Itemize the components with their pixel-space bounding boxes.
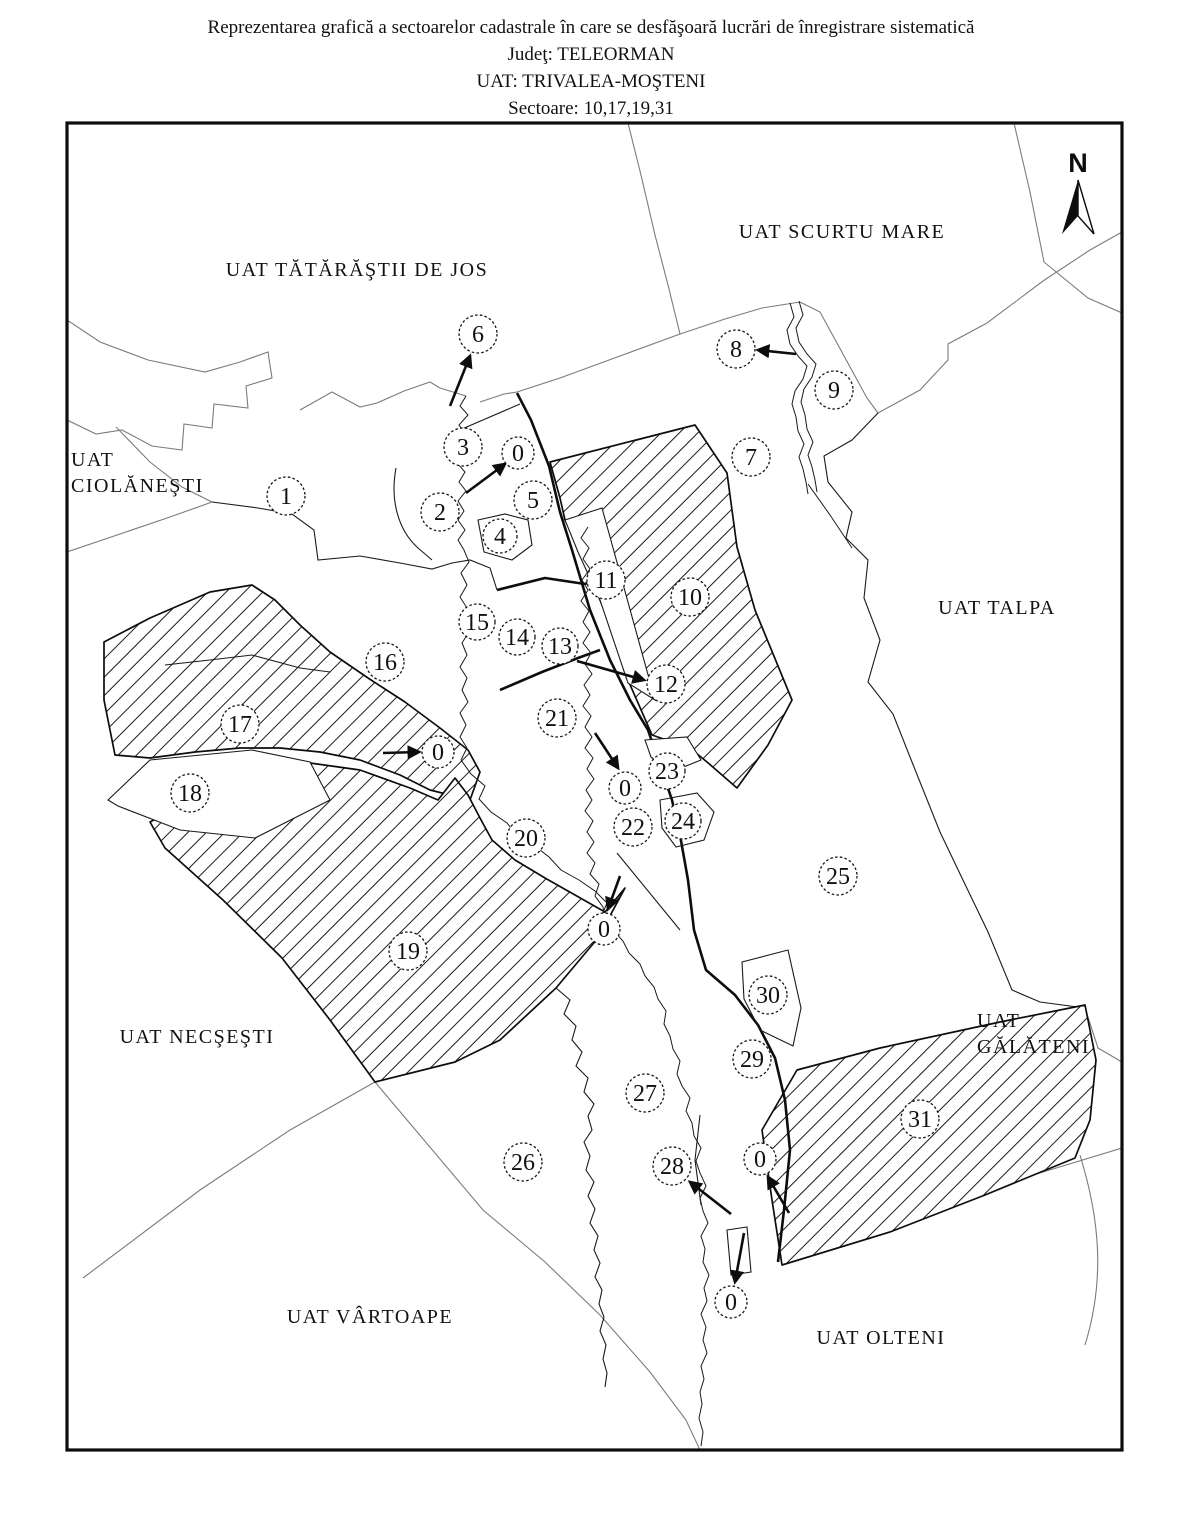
- sector-marker-s16: [366, 643, 404, 681]
- uat-label-line: UAT NECŞEŞTI: [119, 1026, 275, 1048]
- sector-marker-label: 6: [472, 322, 484, 348]
- sector-marker-s22: [614, 808, 652, 846]
- sector-marker-label: 1: [280, 484, 292, 510]
- sector-marker-s8: [717, 330, 755, 368]
- sector-marker-label: 0: [512, 441, 524, 467]
- sector-marker-label: 18: [178, 781, 202, 807]
- highlighted-sector-areas: [104, 425, 1096, 1265]
- leader-arrow-a0c: [595, 733, 618, 768]
- sector-marker-s3: [444, 428, 482, 466]
- sector-marker-s4: [483, 519, 517, 553]
- uat-label-line: UAT SCURTU MARE: [738, 221, 946, 243]
- north-arrow-label: N: [1068, 148, 1088, 178]
- sector-marker-label: 0: [754, 1147, 766, 1173]
- leader-arrow-a0b: [383, 752, 419, 753]
- county-line: Judeţ: TELEORMAN: [507, 44, 675, 65]
- sector-marker-s5: [514, 481, 552, 519]
- uat-label-line: UAT VÂRTOAPE: [286, 1306, 454, 1328]
- leader-arrow-a0f: [735, 1233, 744, 1282]
- sector-marker-s7: [732, 438, 770, 476]
- sector-marker-s10: [671, 578, 709, 616]
- sector-marker-label: 28: [660, 1154, 684, 1180]
- sector-marker-s14: [499, 619, 535, 655]
- sector-marker-s30: [749, 976, 787, 1014]
- sector-marker-s6: [459, 315, 497, 353]
- sector-marker-label: 20: [514, 826, 538, 852]
- sector-marker-label: 4: [494, 524, 506, 550]
- sector-marker-label: 25: [826, 864, 850, 890]
- sector-marker-s13: [542, 628, 578, 664]
- sector-marker-s1: [267, 477, 305, 515]
- title-block: [0, 14, 1182, 122]
- uat-label-line: UAT: [977, 1010, 1021, 1032]
- sector-marker-label: 7: [745, 445, 757, 471]
- uat-label-line: UAT TĂTĂRĂŞTII DE JOS: [225, 259, 489, 281]
- sector-marker-label: 2: [434, 500, 446, 526]
- sector-marker-label: 0: [598, 917, 610, 943]
- uat-label-ciolanesti: [71, 449, 204, 497]
- leader-arrow-a0a: [466, 464, 505, 493]
- sector-marker-s28: [653, 1147, 691, 1185]
- sector-marker-z6: [715, 1286, 747, 1318]
- sector-marker-label: 12: [654, 672, 678, 698]
- sector-marker-label: 13: [548, 634, 572, 660]
- uat-label-line: UAT OLTENI: [816, 1327, 946, 1349]
- plan-title: Reprezentarea grafică a sectoarelor cadastrale în care se desfăşoară lucrări de înregistrare sistematică: [207, 17, 975, 38]
- sectors-line: Sectoare: 10,17,19,31: [508, 98, 674, 119]
- sector-marker-z5: [744, 1143, 776, 1175]
- sector-marker-s24: [665, 803, 701, 839]
- sector-marker-label: 16: [373, 650, 397, 676]
- sector-marker-label: 22: [621, 815, 645, 841]
- uat-label-talpa: [938, 597, 1056, 619]
- leader-arrow-a8: [758, 350, 796, 354]
- talpa-boundary: [824, 413, 1085, 1008]
- sector-marker-label: 15: [465, 610, 489, 636]
- uat-label-line: UAT: [71, 449, 115, 471]
- uat-label-line: CIOLĂNEŞTI: [71, 475, 204, 497]
- sector-marker-label: 27: [633, 1081, 657, 1107]
- sector-marker-label: 10: [678, 585, 702, 611]
- sector-marker-label: 11: [594, 568, 618, 594]
- sector-marker-s26: [504, 1143, 542, 1181]
- sector-marker-s17: [221, 705, 259, 743]
- uat-label-vartoape: [287, 1305, 453, 1328]
- sector-marker-label: 19: [396, 939, 420, 965]
- sector-marker-label: 3: [457, 435, 469, 461]
- sector-marker-label: 0: [432, 740, 444, 766]
- sector-marker-s19: [389, 932, 427, 970]
- sector-marker-label: 30: [756, 983, 780, 1009]
- sector-marker-s23: [649, 753, 685, 789]
- sector-marker-label: 0: [619, 776, 631, 802]
- sector-marker-s12: [647, 665, 685, 703]
- sector-marker-label: 24: [671, 809, 695, 835]
- uat-label-necsesti: [120, 1026, 275, 1048]
- sector-marker-s21: [538, 699, 576, 737]
- sector-10-hatched-area: [550, 425, 792, 788]
- uat-label-line: UAT TALPA: [938, 597, 1056, 619]
- sector-marker-s31: [901, 1100, 939, 1138]
- sector-marker-s15: [459, 604, 495, 640]
- north-arrow: [1062, 148, 1094, 234]
- north-arrow-right-half: [1078, 180, 1094, 234]
- sector-marker-label: 29: [740, 1047, 764, 1073]
- uat-label-line: GĂLĂTENI: [977, 1036, 1091, 1058]
- sector-marker-label: 23: [655, 759, 679, 785]
- sector-marker-z2: [422, 736, 454, 768]
- sector-marker-label: 9: [828, 378, 840, 404]
- sector-marker-s29: [733, 1040, 771, 1078]
- sector-marker-label: 0: [725, 1290, 737, 1316]
- north-arrow-left-half: [1062, 180, 1078, 234]
- sector-marker-label: 8: [730, 337, 742, 363]
- sector-marker-s25: [819, 857, 857, 895]
- sector-marker-label: 17: [228, 712, 252, 738]
- sector-marker-s18: [171, 774, 209, 812]
- sector-marker-s9: [815, 371, 853, 409]
- sector-marker-s27: [626, 1074, 664, 1112]
- sector-marker-z4: [588, 913, 620, 945]
- uat-line: UAT: TRIVALEA-MOŞTENI: [476, 71, 706, 92]
- sector-marker-label: 21: [545, 706, 569, 732]
- sector-marker-s2: [421, 493, 459, 531]
- leader-arrow-a28: [690, 1182, 731, 1214]
- uat-label-olteni: [817, 1327, 946, 1349]
- uat-label-scurtu-mare: [739, 221, 946, 243]
- sector-marker-label: 31: [908, 1107, 932, 1133]
- uat-label-tatarastii-de-jos: [226, 258, 488, 281]
- sector-marker-s20: [507, 819, 545, 857]
- sector-marker-s11: [587, 561, 625, 599]
- leader-arrow-a6: [450, 356, 470, 406]
- sector-marker-label: 14: [505, 625, 529, 651]
- sector-marker-z1: [502, 437, 534, 469]
- sector-marker-label: 5: [527, 488, 539, 514]
- sector-marker-label: 26: [511, 1150, 535, 1176]
- sector-marker-z3: [609, 772, 641, 804]
